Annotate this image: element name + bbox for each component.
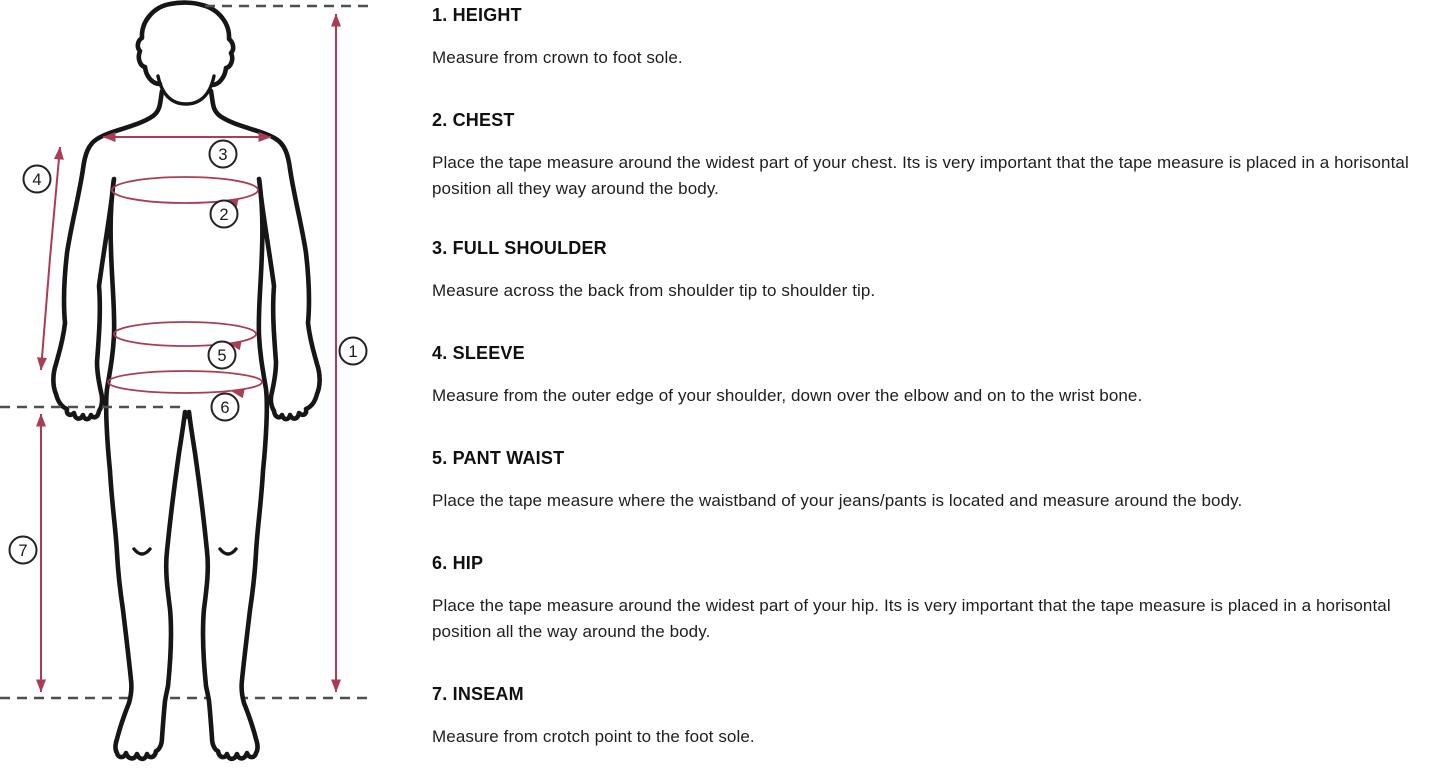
section-pant-waist (432, 447, 1412, 514)
marker-3 (210, 141, 237, 168)
head-outline (138, 3, 233, 85)
marker-1 (340, 338, 367, 365)
section-pant-waist-title: 5. PANT WAIST (432, 448, 565, 468)
body-outline (53, 91, 319, 759)
section-height-title: 1. HEIGHT (432, 5, 522, 25)
section-sleeve-title: 4. SLEEVE (432, 343, 525, 363)
section-sleeve (432, 342, 1412, 409)
svg-text:6: 6 (220, 399, 230, 417)
marker-6 (212, 394, 239, 421)
section-chest-title: 2. CHEST (432, 110, 515, 130)
section-inseam (432, 683, 1412, 750)
svg-text:3: 3 (218, 146, 228, 164)
section-full-shoulder-title: 3. FULL SHOULDER (432, 238, 607, 258)
marker-5 (209, 342, 236, 369)
body-measurement-figure (0, 0, 420, 769)
svg-text:7: 7 (18, 542, 28, 560)
section-height-description: Measure from crown to foot sole. (432, 48, 683, 67)
section-full-shoulder (432, 237, 1412, 304)
section-sleeve-description: Measure from the outer edge of your shoulder, down over the elbow and on to the wrist bone. (432, 386, 1143, 405)
marker-2 (211, 201, 238, 228)
marker-7 (10, 537, 37, 564)
section-hip-description: Place the tape measure around the widest part of your hip. Its is very important that the tape measure is placed in a horisontal position all the way around the body. (432, 596, 1391, 641)
svg-text:2: 2 (219, 206, 229, 224)
section-inseam-title: 7. INSEAM (432, 684, 524, 704)
section-chest (432, 109, 1412, 202)
section-chest-description: Place the tape measure around the widest part of your chest. Its is very important that the tape measure is placed in a horisontal position all they way around the body. (432, 153, 1409, 198)
section-height (432, 4, 1412, 71)
marker-4 (24, 166, 51, 193)
svg-text:1: 1 (348, 343, 358, 361)
svg-text:5: 5 (217, 347, 227, 365)
section-inseam-description: Measure from crotch point to the foot sole. (432, 727, 755, 746)
svg-text:4: 4 (32, 171, 42, 189)
section-hip (432, 552, 1412, 645)
body-diagram (0, 0, 420, 769)
section-hip-title: 6. HIP (432, 553, 484, 573)
section-pant-waist-description: Place the tape measure where the waistband of your jeans/pants is located and measure around the body. (432, 491, 1243, 510)
instructions-list (432, 0, 1432, 769)
section-full-shoulder-description: Measure across the back from shoulder tip to shoulder tip. (432, 281, 876, 300)
